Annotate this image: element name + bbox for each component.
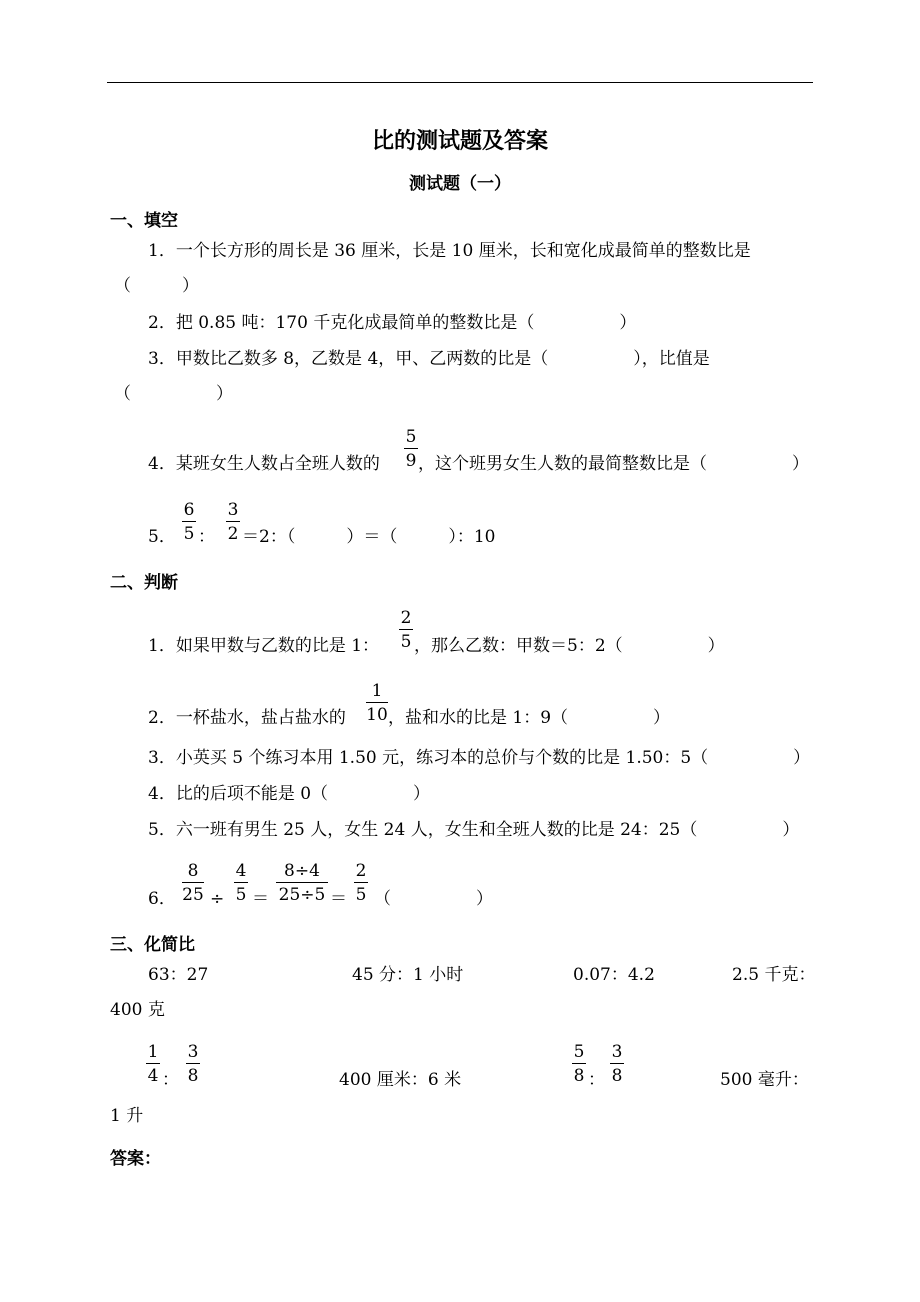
simplify-item-7-colon: ： xyxy=(588,1070,605,1090)
fraction-bar xyxy=(404,448,418,449)
question-1-2: 2．把 0.85 吨：170 千克化成最简单的整数比是（ ） xyxy=(148,313,637,333)
fraction-bar xyxy=(572,1063,586,1064)
question-1-4-text-before: 4．某班女生人数占全班人数的 xyxy=(148,454,380,474)
question-1-4-fraction xyxy=(404,427,418,471)
question-2-6-divide-sign: ÷ xyxy=(210,889,225,909)
fraction-numerator: 4 xyxy=(235,861,247,881)
question-2-2-fraction xyxy=(366,681,388,725)
simplify-item-4-line2: 400 克 xyxy=(110,1000,165,1020)
answers-heading: 答案： xyxy=(110,1149,161,1169)
question-2-2-text-after: ，盐和水的比是 1：9（ ） xyxy=(388,708,671,728)
fraction-numerator: 2 xyxy=(355,861,367,881)
fraction-numerator: 8÷4 xyxy=(284,861,320,881)
question-2-6-number: 6． xyxy=(148,889,176,909)
fraction-bar xyxy=(146,1063,160,1064)
question-1-1-line2: （ ） xyxy=(114,276,199,296)
fraction-denominator: 25 xyxy=(182,885,204,905)
question-2-1-fraction xyxy=(399,608,413,652)
question-1-5-fraction-1 xyxy=(182,500,196,544)
question-1-5-fraction-2 xyxy=(226,500,240,544)
question-2-5: 5．六一班有男生 25 人，女生 24 人，女生和全班人数的比是 24：25（ ） xyxy=(148,820,800,840)
question-2-6-fraction-4 xyxy=(354,861,368,905)
question-1-5-number: 5． xyxy=(148,527,176,547)
fraction-denominator: 8 xyxy=(187,1066,199,1086)
section-heading-judge: 二、判断 xyxy=(110,573,178,593)
simplify-item-4-line1: 2.5 千克： xyxy=(732,965,816,985)
question-1-4-text-after: ，这个班男女生人数的最简整数比是（ ） xyxy=(418,454,809,474)
fraction-denominator: 25÷5 xyxy=(278,885,326,905)
fraction-denominator: 4 xyxy=(147,1066,159,1086)
fraction-numerator: 3 xyxy=(611,1042,623,1062)
fraction-bar xyxy=(354,882,368,883)
fraction-bar xyxy=(276,882,328,883)
question-2-4: 4．比的后项不能是 0（ ） xyxy=(148,784,431,804)
question-1-5-text-after: ＝2：（ ）＝（ ）：10 xyxy=(242,527,496,547)
page-subtitle: 测试题（一） xyxy=(409,174,511,194)
question-2-6-equals-1: ＝ xyxy=(252,889,269,909)
fraction-denominator: 8 xyxy=(573,1066,585,1086)
fraction-bar xyxy=(182,521,196,522)
simplify-item-3: 0.07：4.2 xyxy=(573,965,655,985)
simplify-item-5-fraction-2 xyxy=(186,1042,200,1086)
fraction-numerator: 1 xyxy=(371,681,383,701)
simplify-item-7-fraction-2 xyxy=(610,1042,624,1086)
question-1-1-line1: 1．一个长方形的周长是 36 厘米，长是 10 厘米，长和宽化成最简单的整数比是 xyxy=(148,241,751,261)
fraction-bar xyxy=(610,1063,624,1064)
fraction-numerator: 2 xyxy=(400,608,412,628)
fraction-bar xyxy=(234,882,248,883)
fraction-denominator: 8 xyxy=(611,1066,623,1086)
simplify-item-5-fraction-1 xyxy=(146,1042,160,1086)
fraction-numerator: 5 xyxy=(405,427,417,447)
section-heading-simplify: 三、化简比 xyxy=(110,935,195,955)
simplify-item-2: 45 分：1 小时 xyxy=(352,965,464,985)
fraction-denominator: 5 xyxy=(355,885,367,905)
question-1-3-line2: （ ） xyxy=(114,384,233,404)
fraction-denominator: 2 xyxy=(227,524,239,544)
fraction-bar xyxy=(186,1063,200,1064)
page-title: 比的测试题及答案 xyxy=(371,129,548,154)
fraction-bar xyxy=(366,702,388,703)
fraction-numerator: 6 xyxy=(183,500,195,520)
simplify-item-8-line2: 1 升 xyxy=(110,1106,144,1126)
fraction-denominator: 5 xyxy=(400,632,412,652)
fraction-numerator: 3 xyxy=(227,500,239,520)
fraction-numerator: 1 xyxy=(147,1042,159,1062)
simplify-item-7-fraction-1 xyxy=(572,1042,586,1086)
question-2-6-fraction-3 xyxy=(276,861,328,905)
question-2-2-text-before: 2．一杯盐水，盐占盐水的 xyxy=(148,708,346,728)
header-rule xyxy=(107,82,813,83)
fraction-numerator: 3 xyxy=(187,1042,199,1062)
simplify-item-1: 63：27 xyxy=(148,965,209,985)
simplify-item-5-colon: ： xyxy=(162,1070,179,1090)
fraction-bar xyxy=(399,629,413,630)
simplify-item-8-line1: 500 毫升： xyxy=(720,1070,809,1090)
fraction-denominator: 9 xyxy=(405,451,417,471)
question-2-6-text-after: （ ） xyxy=(374,889,493,909)
question-2-6-fraction-2 xyxy=(234,861,248,905)
question-2-1-text-before: 1．如果甲数与乙数的比是 1： xyxy=(148,636,380,656)
section-heading-fill-blank: 一、填空 xyxy=(110,211,178,231)
fraction-denominator: 5 xyxy=(183,524,195,544)
fraction-denominator: 5 xyxy=(235,885,247,905)
fraction-numerator: 8 xyxy=(187,861,199,881)
fraction-bar xyxy=(226,521,240,522)
fraction-numerator: 5 xyxy=(573,1042,585,1062)
fraction-bar xyxy=(182,882,204,883)
question-2-6-equals-2: ＝ xyxy=(330,889,347,909)
fraction-denominator: 10 xyxy=(366,705,388,725)
simplify-item-6: 400 厘米：6 米 xyxy=(339,1070,462,1090)
question-1-5-colon: ： xyxy=(198,527,215,547)
question-2-1-text-after: ，那么乙数：甲数＝5：2（ ） xyxy=(414,636,725,656)
question-1-3-line1: 3．甲数比乙数多 8，乙数是 4，甲、乙两数的比是（ ），比值是 xyxy=(148,349,710,369)
question-2-6-fraction-1 xyxy=(182,861,204,905)
question-2-3: 3．小英买 5 个练习本用 1.50 元，练习本的总价与个数的比是 1.50：5（ ） xyxy=(148,748,811,768)
